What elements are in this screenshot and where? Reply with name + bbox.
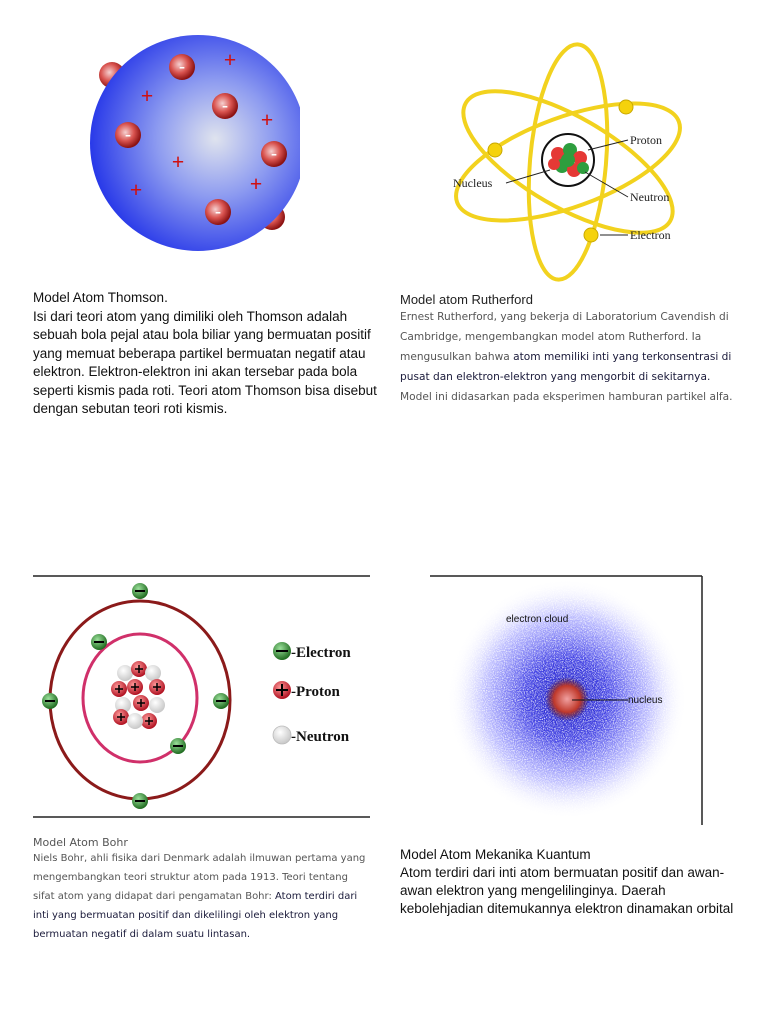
thomson-caption — [33, 289, 378, 419]
plus-sign: + — [249, 171, 263, 196]
svg-text:-: - — [215, 201, 221, 221]
legend-electron: -Electron — [291, 645, 351, 661]
bohr-atom-svg — [33, 575, 370, 820]
electron-icon — [115, 122, 141, 148]
electron-icon — [91, 634, 107, 650]
electron-icon — [169, 54, 195, 80]
svg-text:-: - — [179, 56, 185, 76]
electron-icon — [619, 100, 633, 114]
label-electron: Electron — [630, 228, 671, 242]
quantum-diagram — [430, 575, 705, 825]
electron-icon — [488, 143, 502, 157]
thomson-body: Isi dari teori atom yang dimiliki oleh Thomson adalah sebuah bola pejal atau bola biliar yang bermuatan positif yang memuat beberapa partikel bermuatan negatif atau elektron. Elektron-elektron ini akan tersebar pada bola seperti kismis pada roti. Teori atom Thomson bisa disebut dengan sebutan teori roti kismis. — [33, 308, 377, 416]
svg-text:-: - — [125, 124, 131, 144]
electron-icon — [584, 228, 598, 242]
nucleus-icon — [545, 677, 589, 721]
electron-cloud-svg — [430, 575, 705, 825]
neutron-legend-icon — [273, 726, 291, 744]
svg-text:-: - — [222, 95, 228, 115]
electron-icon — [261, 141, 287, 167]
electron-icon — [170, 738, 186, 754]
electron-icon — [213, 693, 229, 709]
rutherford-caption — [400, 292, 740, 407]
legend-neutron: -Neutron — [291, 729, 350, 745]
bohr-body-text: Niels Bohr, ahli fisika dari Denmark adalah ilmuwan pertama yang mengembangkan teori struktur atom pada 1913. Teori tentang sifat atom yang didapat dari pengamatan Bohr: — [33, 853, 366, 902]
rutherford-body-text-2: Model ini didasarkan pada eksperimen hamburan partikel alfa. — [400, 391, 733, 403]
rutherford-body — [400, 307, 740, 407]
plus-sign: + — [171, 149, 185, 174]
electron-icon — [212, 93, 238, 119]
label-electron-cloud: electron cloud — [506, 614, 569, 625]
rutherford-diagram — [440, 30, 700, 295]
quantum-body: Atom terdiri dari inti atom bermuatan positif dan awan-awan elektron yang mengelilinginya. Daerah kebolehjadian ditemukannya elektron dinamakan orbital — [400, 865, 734, 916]
electron-icon — [205, 199, 231, 225]
bohr-body-emphasis: Atom terdiri dari inti yang bermuatan positif dan dikelilingi oleh elektron yang bermuatan negatif di dalam suatu lintasan. — [33, 891, 358, 940]
electron-icon — [42, 693, 58, 709]
electron-legend-icon — [273, 642, 291, 660]
quantum-title: Model Atom Mekanika Kuantum — [400, 847, 591, 862]
thomson-sphere-svg — [90, 25, 300, 255]
plus-sign: + — [140, 83, 154, 108]
electron-icon — [132, 793, 148, 809]
rutherford-body-text: Ernest Rutherford, yang bekerja di Laboratorium Cavendish di Cambridge, mengembangkan model atom Rutherford. Ia mengusulkan bahwa — [400, 311, 729, 363]
label-nucleus: nucleus — [628, 695, 663, 706]
thomson-diagram — [90, 25, 300, 255]
rutherford-atom-svg — [440, 30, 700, 295]
proton-legend-icon — [273, 681, 291, 699]
legend-proton: -Proton — [291, 684, 340, 700]
plus-sign: + — [129, 177, 143, 202]
plus-sign: + — [260, 107, 274, 132]
plus-sign: + — [223, 47, 237, 72]
bohr-caption — [33, 836, 368, 944]
label-neutron: Neutron — [630, 190, 670, 204]
label-proton: Proton — [630, 133, 663, 147]
svg-text:-: - — [271, 143, 277, 163]
quantum-caption — [400, 846, 740, 918]
bohr-diagram — [33, 575, 370, 820]
thomson-title: Model Atom Thomson. — [33, 290, 168, 305]
rutherford-body-emphasis: atom memiliki inti yang terkonsentrasi di pusat dan elektron-elektron yang mengorbit di sekitarnya. — [400, 351, 732, 383]
rutherford-title: Model atom Rutherford — [400, 292, 533, 307]
nucleus-cluster — [111, 661, 165, 729]
bohr-legend — [273, 642, 351, 745]
label-nucleus: Nucleus — [453, 176, 493, 190]
bohr-title: Model Atom Bohr — [33, 836, 128, 849]
electron-icon — [132, 583, 148, 599]
bohr-body — [33, 849, 368, 944]
